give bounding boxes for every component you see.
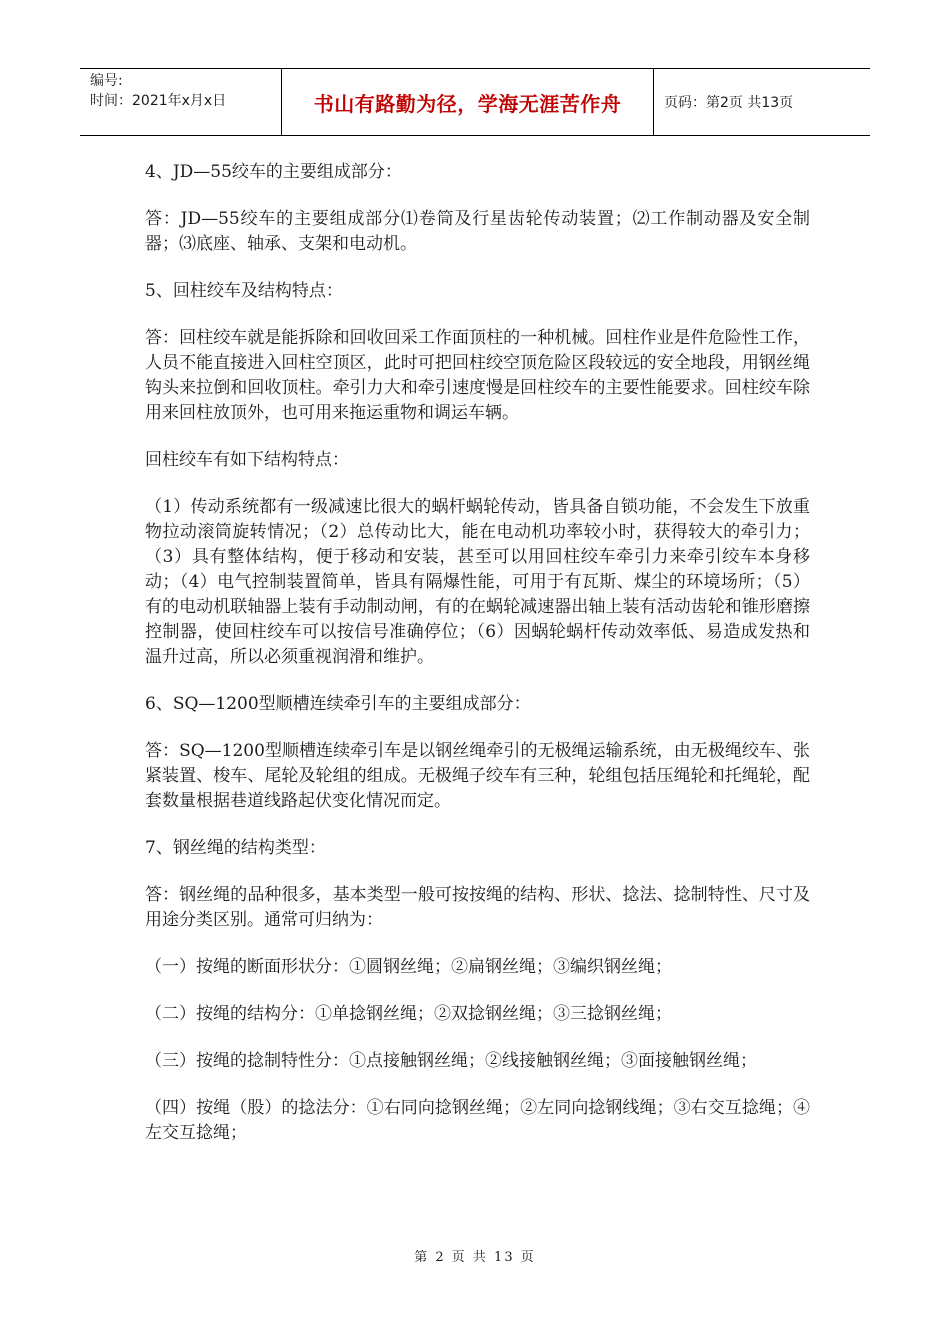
section-heading-7: 7、钢丝绳的结构类型： <box>145 838 326 858</box>
classification-2: （二）按绳的结构分：①单捻钢丝绳；②双捻钢丝绳；③三捻钢丝绳； <box>145 1004 672 1024</box>
structure-features-intro: 回柱绞车有如下结构特点： <box>145 450 349 470</box>
page-header <box>80 68 870 136</box>
section-heading-5: 5、回柱绞车及结构特点： <box>145 281 343 301</box>
structure-features-list: （1）传动系统都有一级减速比很大的蜗杆蜗轮传动，皆具备自锁功能，不会发生下放重物拉动滚筒旋转情况；（2）总传动比大，能在电动机功率较小时，获得较大的牵引力；（3）具有整体结构，便于移动和安装，甚至可以用回柱绞车牵引力来牵引绞车本身移动；（4）电气控制装置简单，皆具有隔爆性能，可用于有瓦斯、煤尘的环境场所；（5）有的电动机联轴器上装有手动制动闸，有的在蜗轮减速器出轴上装有活动齿轮和锥形磨擦控制器，使回柱绞车可以按信号准确停位；（6）因蜗轮蜗杆传动效率低、易造成发热和温升过高，所以必须重视润滑和维护。 <box>145 497 810 667</box>
classification-4: （四）按绳（股）的捻法分：①右同向捻钢丝绳；②左同向捻钢线绳；③右交互捻绳；④左交互捻绳； <box>145 1098 810 1143</box>
document-time-label: 时间：2021年x月x日 <box>90 93 227 109</box>
answer-5: 答：回柱绞车就是能拆除和回收回采工作面顶柱的一种机械。回柱作业是件危险性工作，人员不能直接进入回柱空顶区，此时可把回柱绞空顶危险区段较远的安全地段，用钢丝绳钩头来拉倒和回收顶柱。牵引力大和牵引速度慢是回柱绞车的主要性能要求。回柱绞车除用来回柱放顶外，也可用来拖运重物和调运车辆。 <box>145 328 810 423</box>
answer-7: 答：钢丝绳的品种很多，基本类型一般可按按绳的结构、形状、捻法、捻制特性、尺寸及用途分类区别。通常可归纳为： <box>145 885 810 930</box>
header-page-number: 页码：第2页 共13页 <box>664 95 794 111</box>
header-slogan: 书山有路勤为径，学海无涯苦作舟 <box>282 69 654 135</box>
classification-3: （三）按绳的捻制特性分：①点接触钢丝绳；②线接触钢丝绳；③面接触钢丝绳； <box>145 1051 757 1071</box>
document-number-label: 编号: <box>90 73 123 89</box>
classification-1: （一）按绳的断面形状分：①圆钢丝绳；②扁钢丝绳；③编织钢丝绳； <box>145 957 672 977</box>
section-heading-6: 6、SQ—1200型顺槽连续牵引车的主要组成部分： <box>145 694 531 714</box>
answer-6: 答：SQ—1200型顺槽连续牵引车是以钢丝绳牵引的无极绳运输系统，由无极绳绞车、张紧装置、梭车、尾轮及轮组的组成。无极绳子绞车有三种，轮组包括压绳轮和托绳轮，配套数量根据巷道线路起伏变化情况而定。 <box>145 741 810 811</box>
section-heading-4: 4、JD—55绞车的主要组成部分： <box>145 162 402 182</box>
document-body <box>145 160 810 1168</box>
answer-4: 答：JD—55绞车的主要组成部分⑴卷筒及行星齿轮传动装置；⑵工作制动器及安全制器；⑶底座、轴承、支架和电动机。 <box>145 209 810 254</box>
page-footer: 第 2 页 共 13 页 <box>414 1250 536 1265</box>
header-meta <box>80 69 282 135</box>
